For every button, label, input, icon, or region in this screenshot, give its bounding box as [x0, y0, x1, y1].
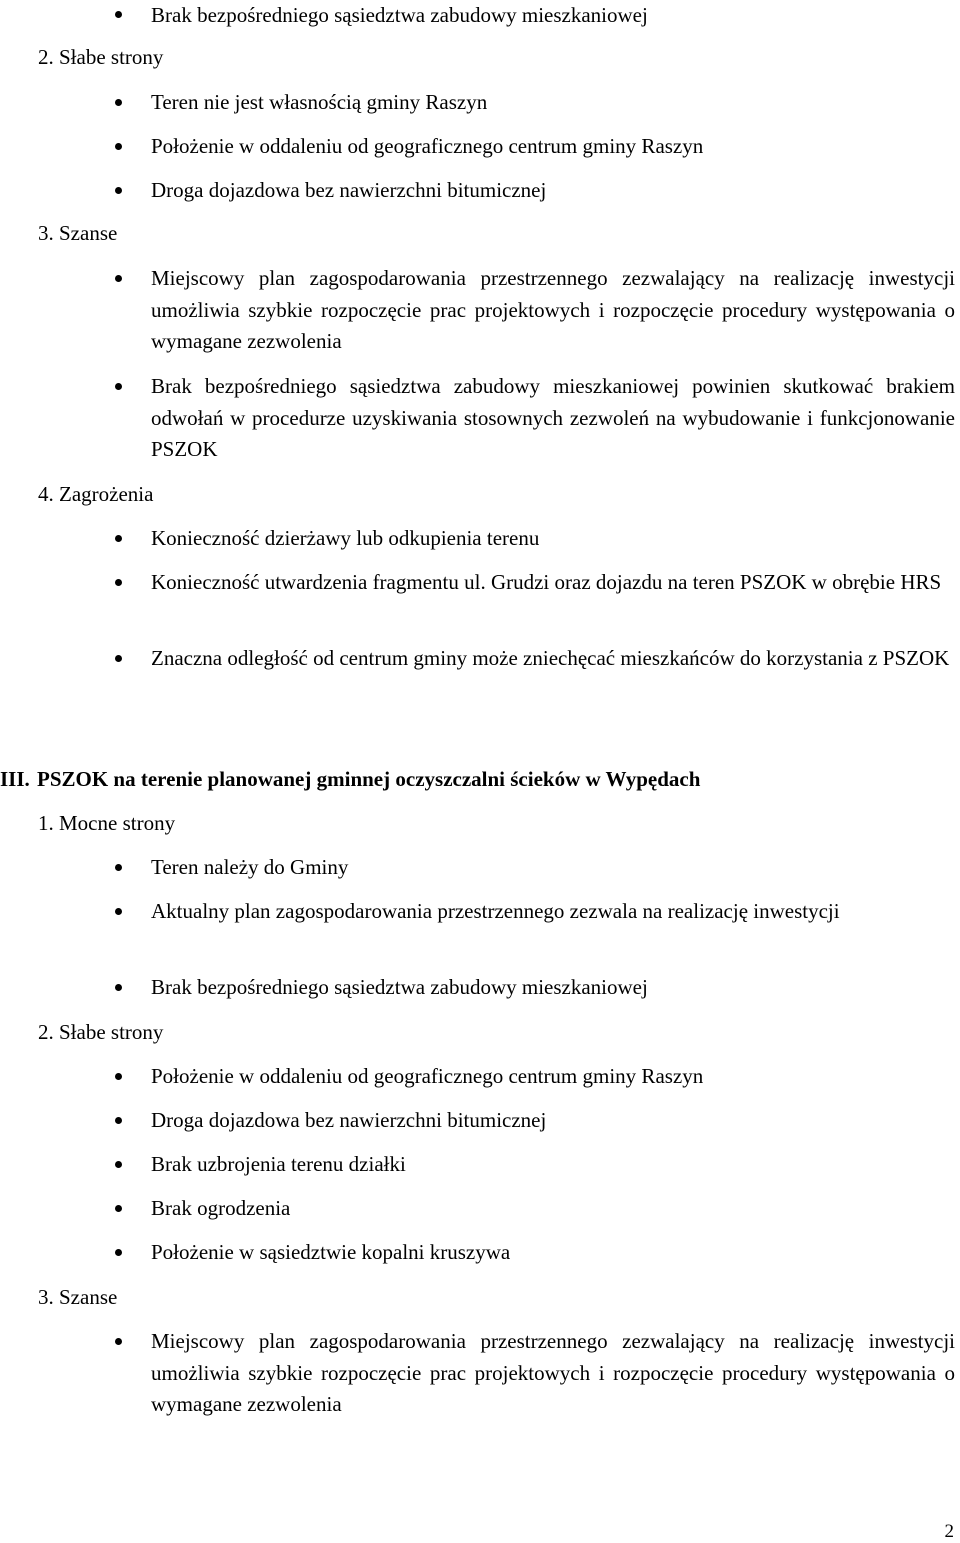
- list-item: Konieczność dzierżawy lub odkupienia terenu: [151, 526, 540, 550]
- page-number: 2: [944, 1521, 954, 1542]
- list-item: Położenie w oddaleniu od geograficznego centrum gminy Raszyn: [151, 1064, 704, 1088]
- bullet-marker: [115, 535, 122, 542]
- bullet-marker: [115, 383, 122, 390]
- subsection-heading: 2. Słabe strony: [38, 45, 164, 69]
- subsection-heading: 3. Szanse: [38, 221, 118, 245]
- list-item: Brak uzbrojenia terenu działki: [151, 1152, 406, 1176]
- bullet-marker: [115, 1205, 122, 1212]
- bullet-marker: [115, 99, 122, 106]
- bullet-marker: [115, 1161, 122, 1168]
- bullet-marker: [115, 655, 122, 662]
- bullet-marker: [115, 11, 122, 18]
- bullet-marker: [115, 187, 122, 194]
- list-item: Aktualny plan zagospodarowania przestrzennego zezwala na realizację inwestycji: [151, 899, 840, 923]
- list-item: Teren nie jest własnością gminy Raszyn: [151, 90, 488, 114]
- section-number: III.: [0, 767, 30, 791]
- subsection-heading: 4. Zagrożenia: [38, 482, 154, 506]
- bullet-marker: [115, 984, 122, 991]
- bullet-marker: [115, 908, 122, 915]
- list-item: Brak ogrodzenia: [151, 1196, 291, 1220]
- list-item: Brak bezpośredniego sąsiedztwa zabudowy mieszkaniowej: [151, 3, 648, 27]
- list-item: Brak bezpośredniego sąsiedztwa zabudowy mieszkaniowej powinien skutkować brakiem odwołań w procedurze uzyskiwania stosownych zezwoleń na wybudowanie i funkcjonowanie PSZOK: [151, 374, 955, 461]
- subsection-heading: 1. Mocne strony: [38, 811, 176, 835]
- list-item: Miejscowy plan zagospodarowania przestrzennego zezwalający na realizację inwestycji umożliwia szybkie rozpoczęcie prac projektowych i rozpoczęcie procedury występowania o wymagane zezwolenia: [151, 1329, 955, 1416]
- subsection-heading: 3. Szanse: [38, 1285, 118, 1309]
- section-title-text: PSZOK na terenie planowanej gminnej oczyszczalni ścieków w Wypędach: [37, 767, 701, 791]
- list-item: Położenie w oddaleniu od geograficznego centrum gminy Raszyn: [151, 134, 704, 158]
- bullet-marker: [115, 275, 122, 282]
- list-item: Droga dojazdowa bez nawierzchni bitumicznej: [151, 178, 547, 202]
- bullet-marker: [115, 864, 122, 871]
- bullet-marker: [115, 579, 122, 586]
- list-item: Miejscowy plan zagospodarowania przestrzennego zezwalający na realizację inwestycji umożliwia szybkie rozpoczęcie prac projektowych i rozpoczęcie procedury występowania o wymagane zezwolenia: [151, 266, 955, 353]
- list-item: Teren należy do Gminy: [151, 855, 349, 879]
- list-item: Brak bezpośredniego sąsiedztwa zabudowy mieszkaniowej: [151, 975, 648, 999]
- list-item: Położenie w sąsiedztwie kopalni kruszywa: [151, 1240, 511, 1264]
- bullet-marker: [115, 1338, 122, 1345]
- bullet-marker: [115, 1073, 122, 1080]
- bullet-marker: [115, 143, 122, 150]
- bullet-marker: [115, 1117, 122, 1124]
- bullet-marker: [115, 1249, 122, 1256]
- subsection-heading: 2. Słabe strony: [38, 1020, 164, 1044]
- list-item: Znaczna odległość od centrum gminy może zniechęcać mieszkańców do korzystania z PSZOK: [151, 646, 950, 670]
- list-item: Droga dojazdowa bez nawierzchni bitumicznej: [151, 1108, 547, 1132]
- list-item: Konieczność utwardzenia fragmentu ul. Grudzi oraz dojazdu na teren PSZOK w obrębie HRS: [151, 570, 942, 594]
